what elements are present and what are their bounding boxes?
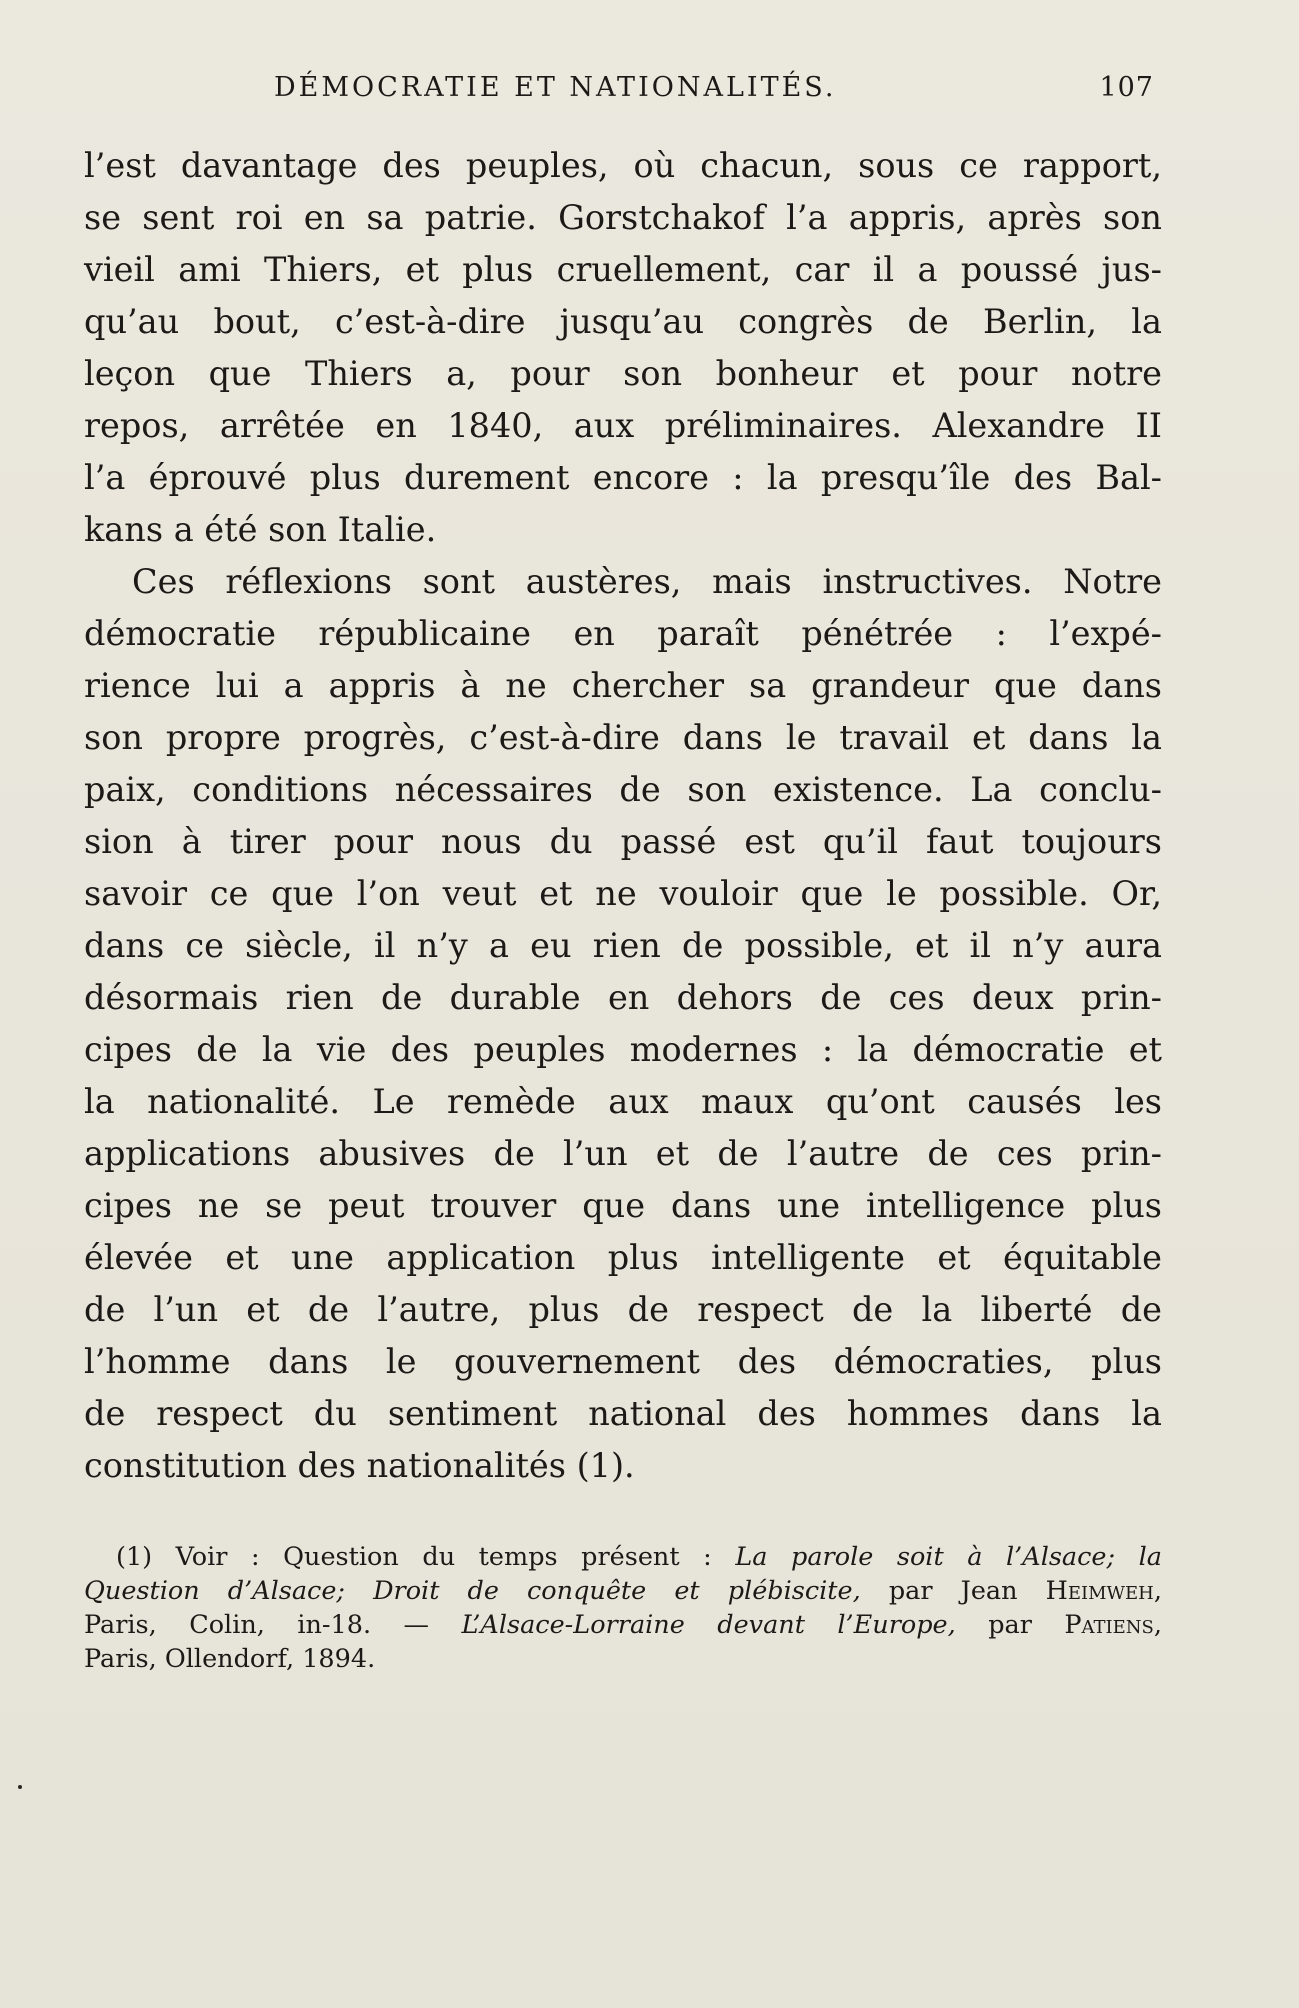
footnote-line [84,1574,1162,1608]
text-line: Ces réflexions sont austères, mais instructives. Notre [132,562,1162,601]
footnote-text: , [1153,1576,1162,1606]
footnote [84,1540,1162,1676]
footnote-line [84,1540,1162,1574]
footnote-title: Question d’Alsace; Droit de conquête et plébiscite, [84,1576,861,1606]
text-line: paix, conditions nécessaires de son existence. La conclu- [84,770,1162,809]
text-line: cipes ne se peut trouver que dans une intelligence plus [84,1186,1162,1225]
footnote-line [84,1642,1162,1676]
text-line: l’homme dans le gouvernement des démocraties, plus [84,1342,1162,1381]
footnote-title: La parole soit à l’Alsace; la [735,1542,1163,1572]
text-line: repos, arrêtée en 1840, aux préliminaires. Alexandre II [84,406,1162,445]
running-title: DÉMOCRATIE ET NATIONALITÉS. [274,72,837,103]
footnote-text: (1) Voir : Question du temps présent : [116,1542,736,1572]
text-line: de respect du sentiment national des hommes dans la [84,1394,1162,1433]
text-line: sion à tirer pour nous du passé est qu’il faut toujours [84,822,1162,861]
running-head [84,72,1154,112]
text-line: de l’un et de l’autre, plus de respect de la liberté de [84,1290,1162,1329]
text-line: savoir ce que l’on veut et ne vouloir que le possible. Or, [84,874,1162,913]
footnote-text: Paris, Colin, in-18. — [84,1610,462,1640]
text-line: dans ce siècle, il n’y a eu rien de possible, et il n’y aura [84,926,1162,965]
text-line: qu’au bout, c’est-à-dire jusqu’au congrès de Berlin, la [84,302,1162,341]
text-line: se sent roi en sa patrie. Gorstchakof l’a appris, après son [84,198,1162,237]
text-line: démocratie républicaine en paraît pénétrée : l’expé- [84,614,1162,653]
ink-speck [18,1785,22,1789]
footnote-author: Patiens [1064,1610,1154,1640]
text-line: applications abusives de l’un et de l’autre de ces prin- [84,1134,1162,1173]
text-line: constitution des nationalités (1). [84,1446,635,1485]
text-line: désormais rien de durable en dehors de ces deux prin- [84,978,1162,1017]
page-number: 107 [1099,72,1154,103]
text-line: rience lui a appris à ne chercher sa grandeur que dans [84,666,1162,705]
footnote-author: Heimweh [1045,1576,1154,1606]
footnote-title: L’Alsace-Lorraine devant l’Europe, [461,1610,956,1640]
footnote-text: , [1153,1610,1162,1640]
footnote-text: par Jean [860,1576,1046,1606]
text-line: la nationalité. Le remède aux maux qu’ont causés les [84,1082,1162,1121]
footnote-text: par [955,1610,1065,1640]
footnote-line [84,1608,1162,1642]
text-line: cipes de la vie des peuples modernes : la démocratie et [84,1030,1162,1069]
text-line: élevée et une application plus intelligente et équitable [84,1238,1162,1277]
body-text [84,140,1162,1492]
footnote-text: Paris, Ollendorf, 1894. [84,1644,376,1674]
text-line: kans a été son Italie. [84,510,437,549]
text-line: vieil ami Thiers, et plus cruellement, car il a poussé jus- [84,250,1162,289]
text-line: son propre progrès, c’est-à-dire dans le travail et dans la [84,718,1162,757]
text-line: l’est davantage des peuples, où chacun, sous ce rapport, [84,146,1162,185]
text-line: l’a éprouvé plus durement encore : la presqu’île des Bal- [84,458,1162,497]
text-line: leçon que Thiers a, pour son bonheur et pour notre [84,354,1162,393]
